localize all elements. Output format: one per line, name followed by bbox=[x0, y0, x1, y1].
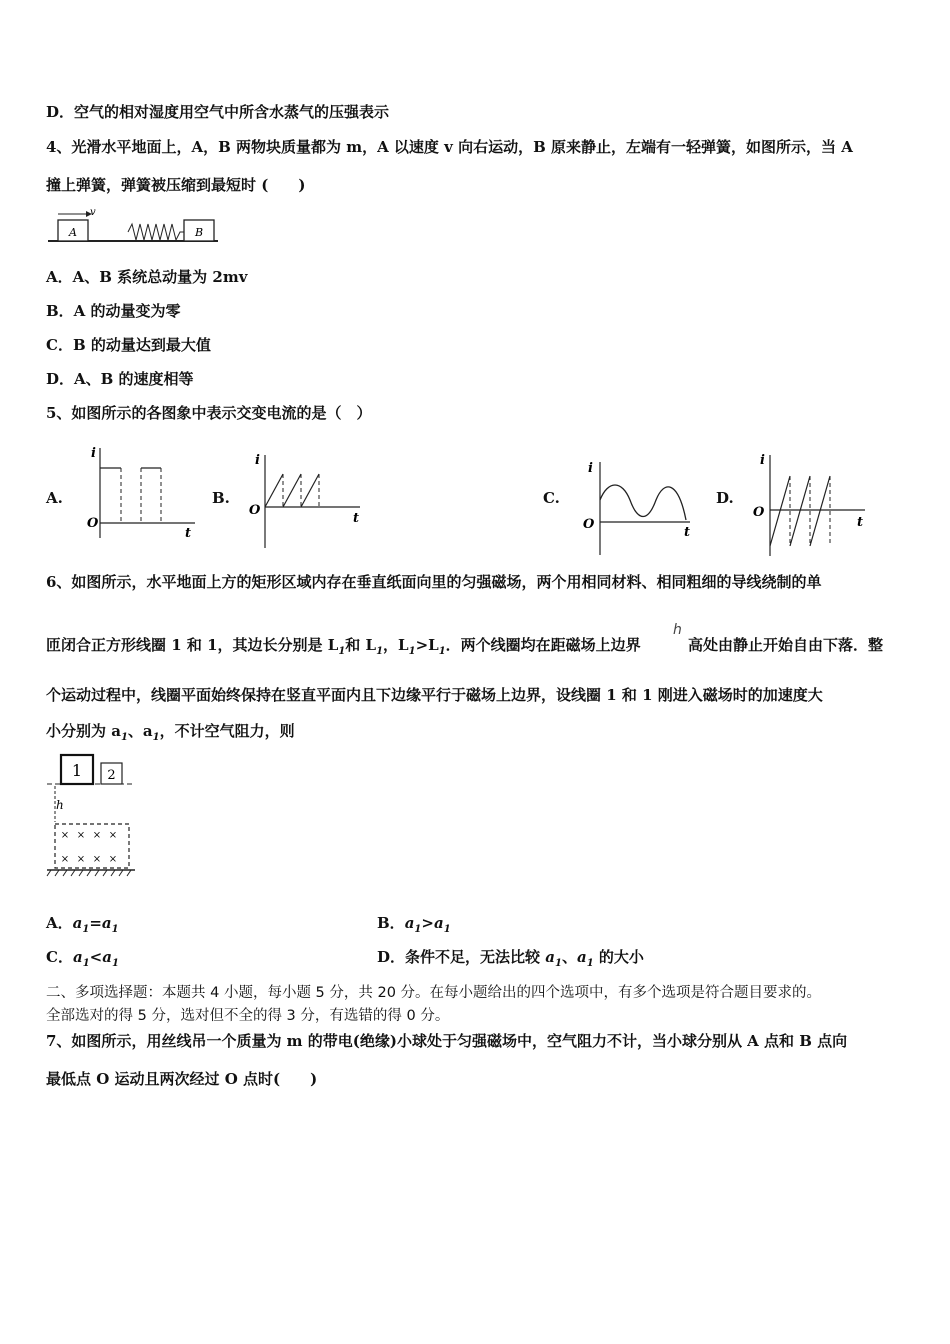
q5-label-a: A. bbox=[46, 489, 63, 507]
q3-option-d: D．空气的相对湿度用空气中所含水蒸气的压强表示 bbox=[46, 103, 390, 121]
section2-line2: 全部选对的得 5 分，选对但不全的得 3 分，有选错的得 0 分。 bbox=[46, 1008, 450, 1024]
q4-stem-line2: 撞上弹簧，弹簧被压缩到最短时 ( ) bbox=[46, 176, 306, 194]
svg-text:×: × bbox=[76, 830, 86, 841]
q4-stem-line1: 4、光滑水平地面上，A，B 两物块质量都为 m，A 以速度 v 向右运动，B 原来静止，左端有一轻弹簧，如图所示，当 A bbox=[46, 138, 853, 156]
q6-stem-line3: 个运动过程中，线圈平面始终保持在竖直平面内且下边缘平行于磁场上边界，设线圈 1 和 1 刚进入磁场时的加速度大 bbox=[46, 686, 823, 704]
q4-option-c: C．B 的动量达到最大值 bbox=[46, 336, 211, 354]
q4-option-a: A．A、B 系统总动量为 2mv bbox=[46, 268, 248, 286]
svg-text:i: i bbox=[255, 453, 260, 468]
svg-text:i: i bbox=[760, 453, 765, 468]
q6-stem-line2: 匝闭合正方形线圈 1 和 1，其边长分别是 $L_1$和 $L_1$，$L_1>L_1$．两个线圈均在距磁场上边界 bbox=[46, 636, 641, 657]
section2-line1: 二、多项选择题：本题共 4 小题，每小题 5 分，共 20 分。在每小题给出的四个选项中，有多个选项是符合题目要求的。 bbox=[46, 985, 822, 1001]
q5-graph-a bbox=[85, 443, 200, 543]
svg-text:t: t bbox=[857, 515, 864, 530]
q6-coil-figure bbox=[45, 752, 145, 882]
svg-text:t: t bbox=[185, 526, 192, 541]
svg-text:O: O bbox=[583, 517, 595, 532]
coil-1-label: 1 bbox=[71, 761, 83, 780]
svg-text:O: O bbox=[87, 516, 99, 531]
svg-text:O: O bbox=[249, 503, 261, 518]
svg-text:×: × bbox=[60, 830, 70, 841]
field-crosses bbox=[61, 830, 117, 865]
svg-text:i: i bbox=[588, 461, 593, 476]
q6-option-c: C．$a_1<a_1$ bbox=[46, 948, 119, 969]
velocity-label: v bbox=[90, 207, 96, 218]
q6-stem-line2-end: 高处由静止开始自由下落．整 bbox=[688, 636, 884, 654]
svg-text:i: i bbox=[91, 446, 96, 461]
q6-stem-line4: 小分别为 $a_1$、$a_1$，不计空气阻力，则 bbox=[46, 722, 295, 743]
q5-graph-d bbox=[750, 450, 870, 560]
svg-text:×: × bbox=[108, 854, 118, 865]
q5-stem: 5、如图所示的各图象中表示交变电流的是（ ） bbox=[46, 404, 372, 422]
svg-text:t: t bbox=[684, 525, 691, 540]
ground-hatch bbox=[47, 870, 131, 876]
q5-label-b: B. bbox=[212, 489, 230, 507]
q6-option-b: B．$a_1>a_1$ bbox=[377, 914, 451, 935]
coil-2-label: 2 bbox=[107, 768, 116, 783]
svg-text:×: × bbox=[92, 830, 102, 841]
q6-option-d: D．条件不足，无法比较 $a_1$、$a_1$ 的大小 bbox=[377, 948, 644, 969]
q5-graph-c bbox=[580, 460, 700, 555]
q4-option-d: D．A、B 的速度相等 bbox=[46, 370, 194, 388]
q6-h-symbol: h bbox=[673, 622, 682, 638]
svg-text:t: t bbox=[353, 511, 360, 526]
q5-label-d: D. bbox=[716, 489, 734, 507]
q6-option-a: A．$a_1=a_1$ bbox=[46, 914, 119, 935]
spring bbox=[128, 224, 184, 240]
svg-text:O: O bbox=[753, 505, 765, 520]
height-label: h bbox=[56, 798, 64, 812]
q5-graph-b bbox=[245, 450, 365, 550]
svg-text:×: × bbox=[108, 830, 118, 841]
q7-stem-line1: 7、如图所示，用丝线吊一个质量为 m 的带电(绝缘)小球处于匀强磁场中，空气阻力不计，当小球分别从 A 点和 B 点向 bbox=[46, 1032, 848, 1050]
q4-spring-figure bbox=[48, 205, 223, 250]
svg-text:×: × bbox=[92, 854, 102, 865]
q6-stem-line1: 6、如图所示，水平地面上方的矩形区域内存在垂直纸面向里的匀强磁场，两个用相同材料、相同粗细的导线绕制的单 bbox=[46, 573, 822, 591]
block-a-label: A bbox=[69, 226, 77, 239]
svg-text:×: × bbox=[76, 854, 86, 865]
block-b-label: B bbox=[194, 226, 204, 239]
q5-label-c: C. bbox=[543, 489, 560, 507]
q4-option-b: B．A 的动量变为零 bbox=[46, 302, 181, 320]
svg-text:×: × bbox=[60, 854, 70, 865]
q7-stem-line2: 最低点 O 运动且两次经过 O 点时( ) bbox=[46, 1070, 318, 1088]
